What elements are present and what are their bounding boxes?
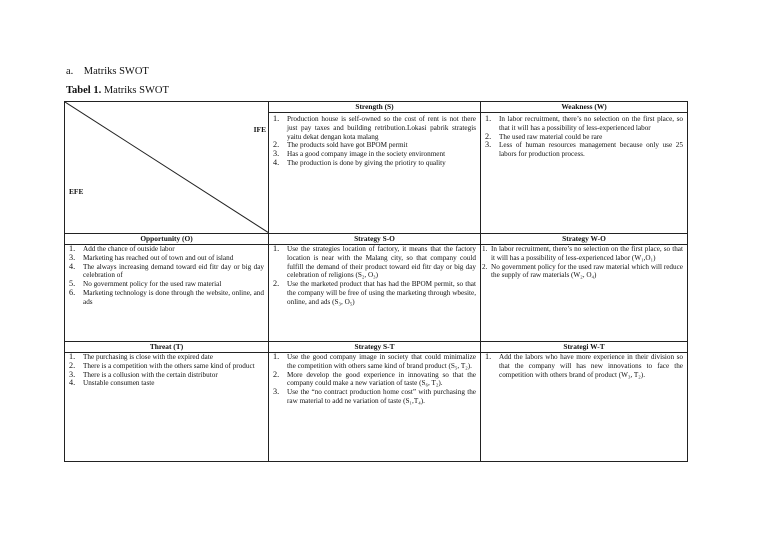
list-item: 3. Less of human resources management because only use 25 labors for production process. — [485, 140, 683, 159]
ife-label: IFE — [253, 125, 266, 134]
strategy-st-cell — [269, 342, 481, 462]
strategy-so-cell — [269, 234, 481, 342]
opportunity-cell — [65, 234, 269, 342]
weakness-cell — [481, 102, 688, 234]
threat-cell — [65, 342, 269, 462]
diagonal-line — [65, 102, 269, 233]
list-item: 1. The purchasing is close with the expired date — [69, 352, 213, 361]
list-item: 4. Unstable consumen taste — [69, 378, 155, 388]
strategy-wo-cell — [481, 234, 688, 342]
list-item: 1. Add the labors who have more experience in their division so that the company will has new innovations to face the competition with others brand of product (W₃, T₂). — [485, 352, 683, 379]
list-item: 2. There is a competition with the others same kind of product — [69, 360, 255, 370]
strategy-so-list — [269, 245, 480, 309]
list-item: 1. Use the strategies location of factory, it means that the factory location is near with the Malang city, so that company could fulfill the demand of their product toward eid fitr day or big day celebration of religions (S₂, O₃) — [273, 244, 476, 280]
list-item: 4. The always increasing demand toward eid fitr day or big day celebration of — [69, 261, 264, 280]
list-item: 3. There is a collusion with the certain distributor — [69, 369, 218, 379]
list-item: 2. More develop the good experience in innovating so that the company could make a new variation of taste (S₆, T₂). — [273, 369, 476, 388]
list-item: 6. Marketing technology is done through the website, online, and ads — [69, 287, 264, 306]
strategy-st-list — [269, 353, 480, 408]
opportunity-header: Opportunity (O) — [65, 234, 268, 245]
list-item: 1. In labor recruitment, there’s no selection on the first place, so that it will has a possibility of less-experienced labor — [485, 114, 683, 132]
opportunity-list — [65, 245, 268, 309]
caption-title: Matriks SWOT — [101, 85, 169, 96]
list-item: 3. Use the “no contract production home cost” with purchasing the raw material to add ne variation of taste (S₁,T₄). — [273, 387, 476, 405]
strategy-wt-cell — [481, 342, 688, 462]
strategy-st-header: Strategy S-T — [269, 342, 480, 353]
threat-list — [65, 353, 268, 390]
strategy-wo-list — [481, 245, 687, 282]
list-item: 4. The production is done by giving the priotiry to quality — [273, 157, 446, 167]
list-item: 2. Use the marketed product that has had the BPOM permit, so that the company will be free of using the marketing through wbesite, online, and ads (S₃, O₅) — [273, 279, 476, 306]
list-item: 2. The used raw material could be rare — [485, 131, 603, 141]
strategy-wt-list — [481, 353, 687, 381]
strength-list — [269, 113, 480, 170]
efe-label: EFE — [69, 187, 84, 196]
list-item: 2. No government policy for the used raw material which will reduce the supply of raw materials (W₂, O₄) — [482, 262, 683, 280]
list-item: 1. Add the chance of outside labor — [69, 244, 175, 253]
strength-header: Strength (S) — [269, 102, 480, 113]
list-item: 1. In labor recruitment, there’s no selection on the first place, so that it will has a possibility of less-experienced labor (W₁,O₁) — [482, 245, 683, 262]
weakness-list — [481, 113, 687, 161]
strategy-wo-header: Strategy W-O — [481, 234, 687, 245]
table-caption — [66, 85, 169, 96]
threat-header: Threat (T) — [65, 342, 268, 353]
swot-matrix-table — [64, 101, 688, 462]
list-item: 1. Use the good company image in society that could minimalize the competition with others same kind of brand product (S₅, T₂). — [273, 352, 476, 370]
weakness-header: Weakness (W) — [481, 102, 687, 113]
strategy-wt-header: Strategi W-T — [481, 342, 687, 353]
list-item: 2. The products sold have got BPOM permit — [273, 140, 408, 150]
ife-efe-cell — [65, 102, 269, 234]
strength-cell — [269, 102, 481, 234]
caption-label: Tabel 1. — [66, 85, 102, 96]
list-item: 3. Marketing has reached out of town and out of island — [69, 252, 234, 262]
strategy-so-header: Strategy S-O — [269, 234, 480, 245]
list-item: 3. Has a good company image in the society environment — [273, 149, 446, 159]
list-item: 1. Production house is self-owned so the cost of rent is not there just pay taxes and building retribution.Lokasi pabrik strategis yaitu dekat dengan kota malang — [273, 114, 476, 141]
section-heading: a. Matriks SWOT — [66, 66, 149, 77]
list-item: 5. No government policy for the used raw material — [69, 279, 222, 289]
